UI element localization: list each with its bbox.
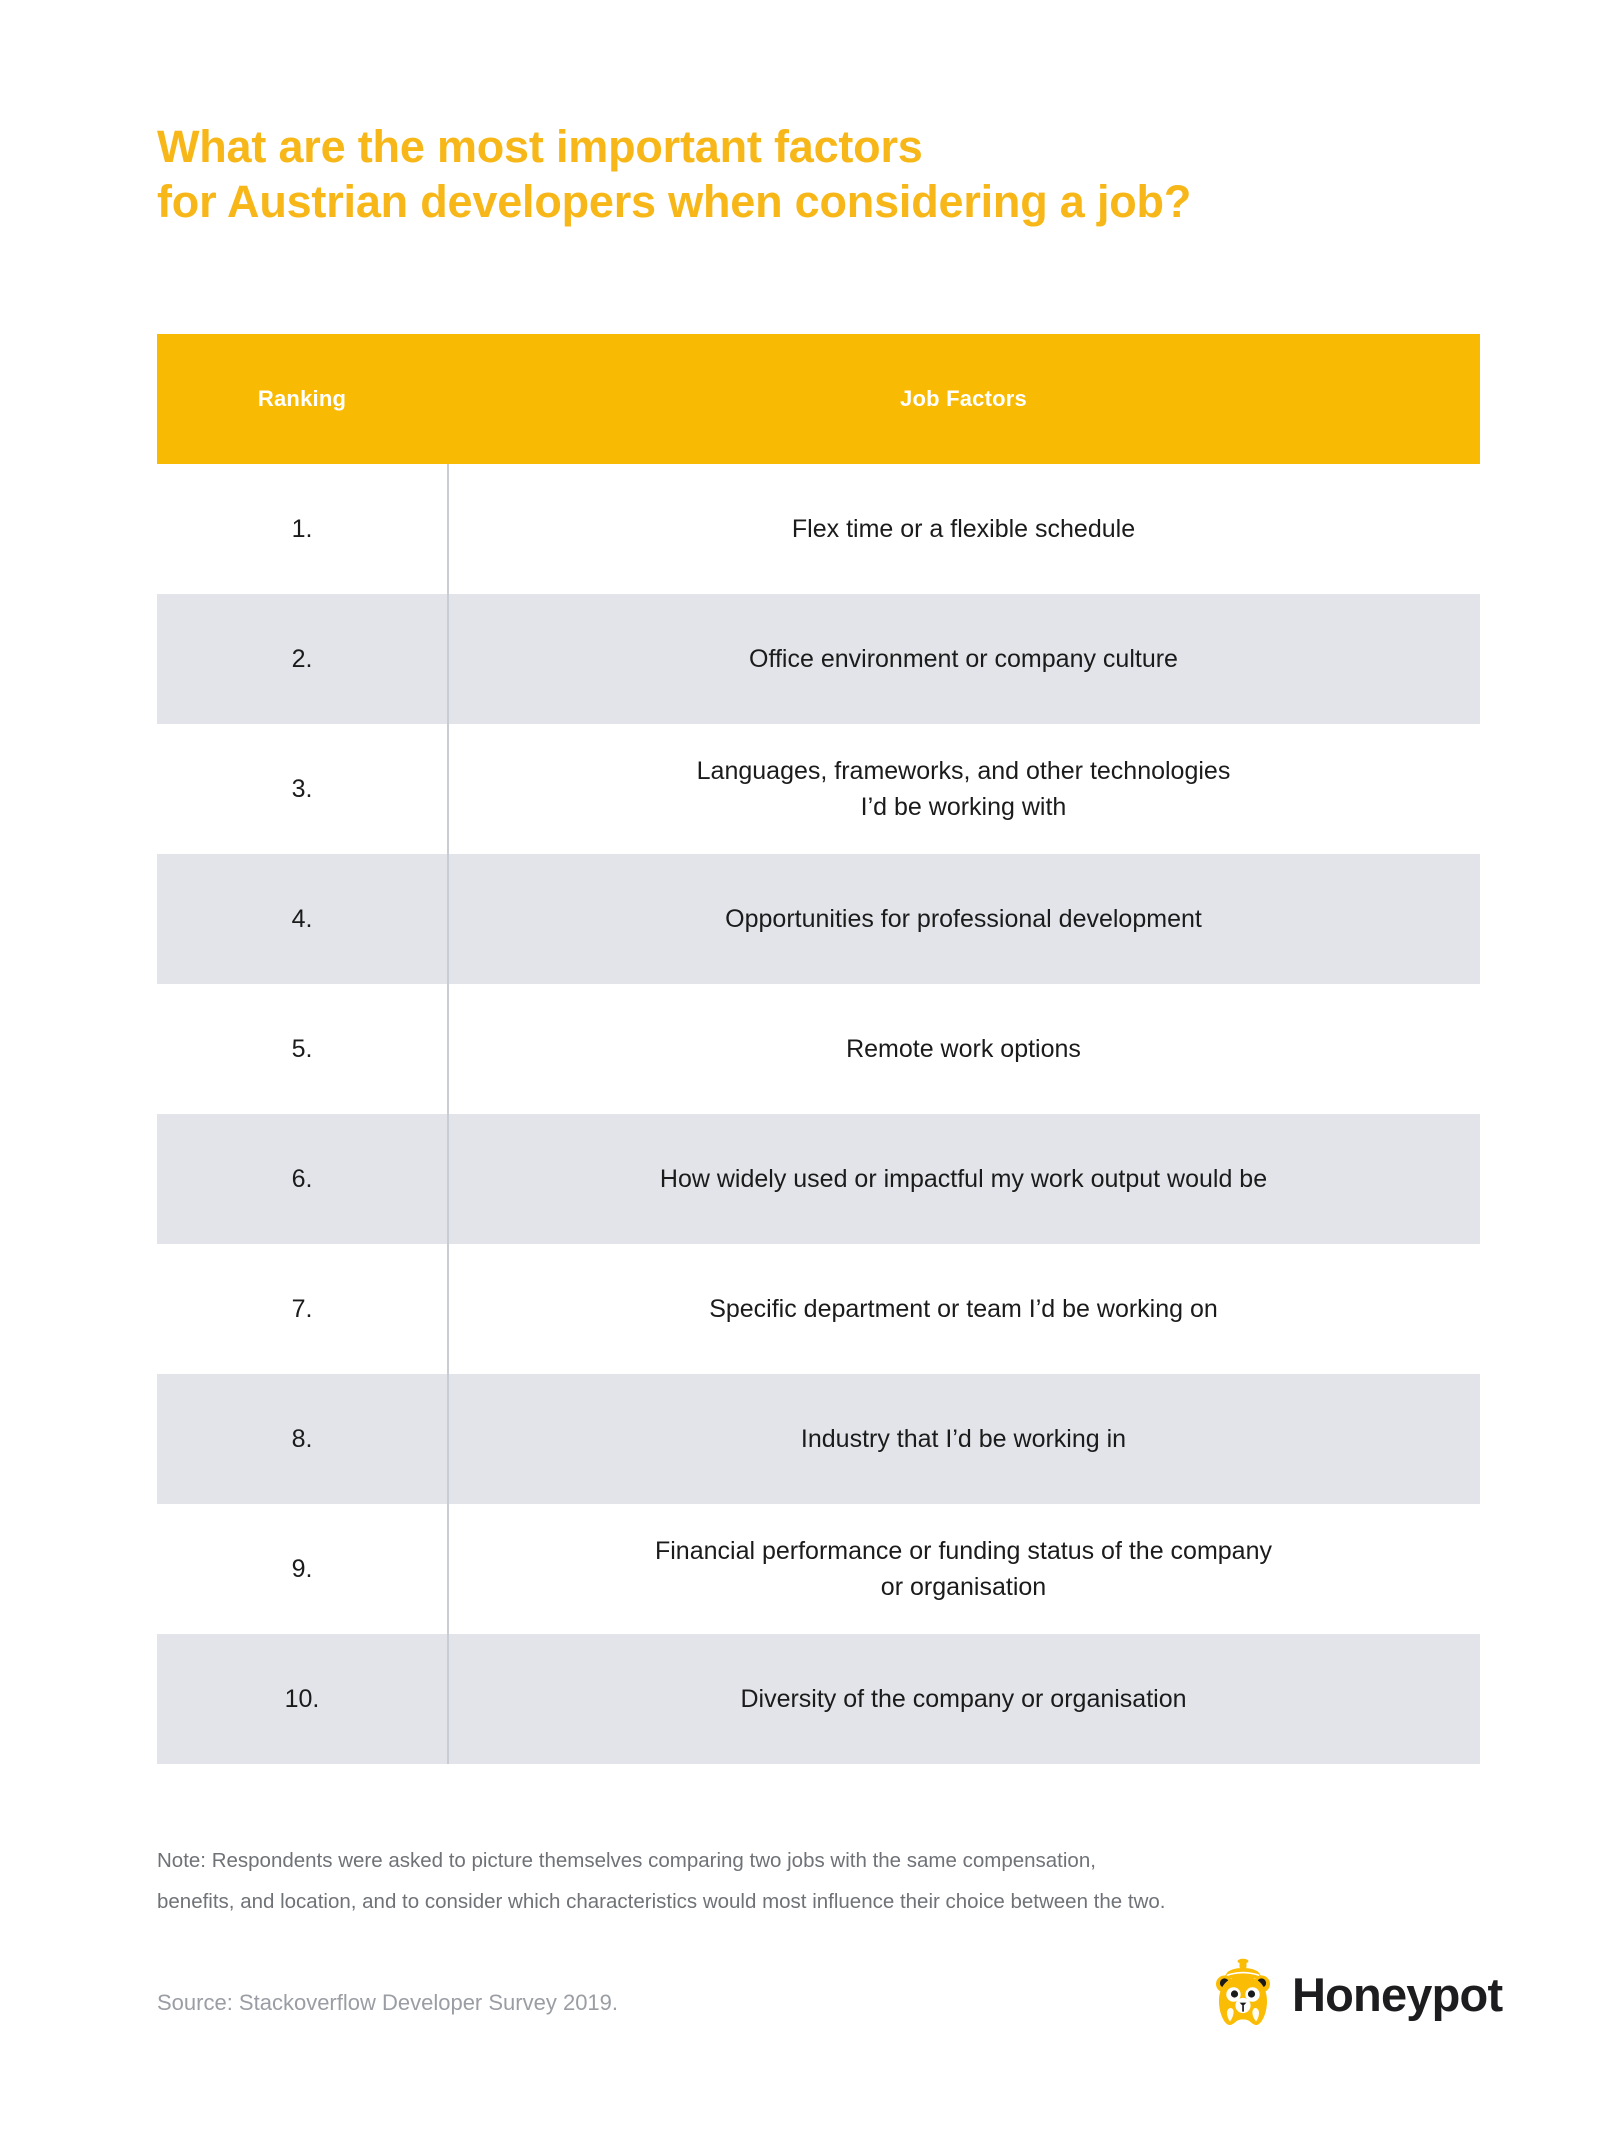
table-body (157, 464, 1480, 1764)
table-row (157, 984, 1480, 1114)
cell-job-factor-line1: Diversity of the company or organisation (740, 1684, 1187, 1713)
table-row (157, 1374, 1480, 1504)
cell-job-factor-line1: Remote work options (846, 1034, 1081, 1063)
table-header-row (157, 334, 1480, 464)
cell-job-factor (447, 641, 1480, 677)
column-header-ranking: Ranking (257, 386, 347, 411)
cell-job-factor-line1: Specific department or team I’d be working on (709, 1294, 1218, 1323)
cell-job-factor (447, 753, 1480, 826)
cell-rank: 6. (291, 1164, 313, 1193)
source-text: Source: Stackoverflow Developer Survey 2019. (157, 1990, 619, 2015)
note-line-1: Note: Respondents were asked to picture themselves comparing two jobs with the same compensation, (157, 1849, 1096, 1872)
cell-job-factor (447, 1681, 1480, 1717)
cell-job-factor-line1: Financial performance or funding status of the company (654, 1536, 1272, 1565)
table-row (157, 1504, 1480, 1634)
cell-rank: 2. (291, 644, 313, 673)
cell-rank: 7. (291, 1294, 313, 1323)
table-row (157, 594, 1480, 724)
cell-job-factor-line1: Industry that I’d be working in (800, 1424, 1127, 1453)
cell-job-factor-line1: Office environment or company culture (749, 644, 1178, 673)
cell-rank: 4. (291, 904, 313, 933)
cell-job-factor (447, 1291, 1480, 1327)
cell-rank: 3. (291, 774, 313, 803)
table-row (157, 724, 1480, 854)
cell-job-factor (447, 901, 1480, 937)
cell-rank: 10. (284, 1684, 320, 1713)
title-line-1: What are the most important factors (157, 121, 923, 172)
cell-rank: 8. (291, 1424, 313, 1453)
cell-rank: 5. (291, 1034, 313, 1063)
cell-job-factor (447, 1031, 1480, 1067)
cell-rank: 9. (291, 1554, 313, 1583)
table-row (157, 1634, 1480, 1764)
table-row (157, 464, 1480, 594)
page-title (157, 120, 1457, 230)
note-text (157, 1840, 1487, 1922)
table-row (157, 1114, 1480, 1244)
cell-job-factor-line2: I’d be working with (860, 793, 1067, 821)
cell-job-factor (447, 1421, 1480, 1457)
job-factors-table (157, 334, 1480, 1764)
cell-job-factor (447, 511, 1480, 547)
cell-rank: 1. (291, 514, 313, 543)
title-line-2: for Austrian developers when considering a job? (157, 175, 1192, 227)
note-line-2: benefits, and location, and to consider which characteristics would most influence their choice between the two. (157, 1890, 1166, 1913)
cell-job-factor-line1: How widely used or impactful my work output would be (659, 1164, 1268, 1193)
column-header-job-factors: Job Factors (900, 386, 1027, 411)
table-row (157, 1244, 1480, 1374)
cell-job-factor-line1: Languages, frameworks, and other technologies (696, 756, 1231, 785)
honeypot-bear-icon (1212, 1958, 1274, 2030)
honeypot-logo (1212, 1958, 1502, 2030)
cell-job-factor-line1: Opportunities for professional development (725, 904, 1202, 933)
cell-job-factor (447, 1533, 1480, 1606)
honeypot-wordmark: Honeypot (1292, 1967, 1503, 2021)
cell-job-factor (447, 1161, 1480, 1197)
table-row (157, 854, 1480, 984)
cell-job-factor-line2: or organisation (880, 1573, 1047, 1601)
cell-job-factor-line1: Flex time or a flexible schedule (791, 514, 1136, 543)
